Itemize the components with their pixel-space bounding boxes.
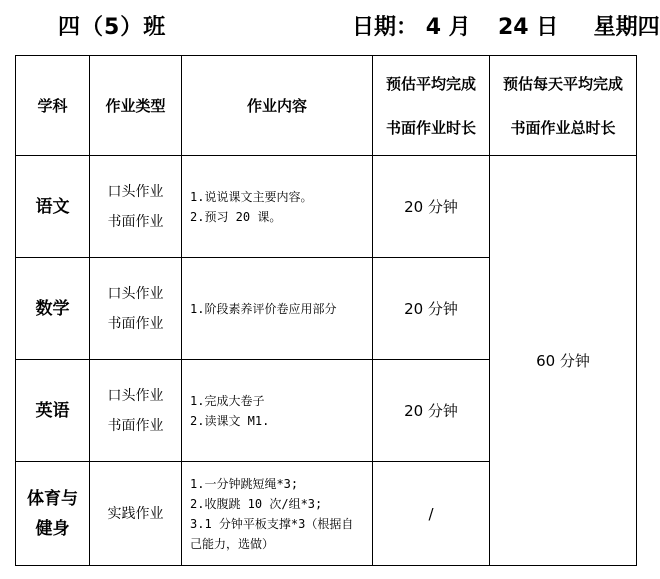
type-line: 口头作业 <box>107 183 164 200</box>
date-label: 日期： <box>352 15 419 40</box>
date-month: 4 月 <box>425 15 471 40</box>
header-type: 作业类型 <box>90 56 182 156</box>
subject-cell: 数学 <box>16 258 90 360</box>
class-title: 四（5）班 <box>58 15 167 40</box>
header-total-time-line2: 书面作业总时长 <box>510 118 616 137</box>
content-line: 2.预习 20 课。 <box>190 209 282 224</box>
table-row-chinese <box>16 156 637 258</box>
subject-cell: 语文 <box>16 156 90 258</box>
header <box>0 6 660 46</box>
table-header-row <box>16 56 637 156</box>
type-cell <box>90 258 182 360</box>
type-line: 口头作业 <box>107 387 164 404</box>
date-line <box>352 10 660 41</box>
date-day: 24 日 <box>498 15 559 40</box>
subject-cell <box>16 462 90 566</box>
header-subject: 学科 <box>16 56 90 156</box>
type-line: 书面作业 <box>107 213 164 230</box>
content-cell <box>182 360 373 462</box>
total-time-cell: 60 分钟 <box>490 156 637 566</box>
type-line: 书面作业 <box>107 315 164 332</box>
subject-cell: 英语 <box>16 360 90 462</box>
homework-table <box>15 55 637 566</box>
content-line: 己能力，选做） <box>190 536 275 551</box>
content-line: 1.说说课文主要内容。 <box>190 189 313 204</box>
time-cell: 20 分钟 <box>373 360 490 462</box>
type-cell: 实践作业 <box>90 462 182 566</box>
content-cell <box>182 156 373 258</box>
header-total-time <box>490 56 637 156</box>
content-cell <box>182 462 373 566</box>
header-total-time-line1: 预估每天平均完成 <box>502 74 623 93</box>
type-cell <box>90 360 182 462</box>
subject-line: 体育与 <box>27 488 78 509</box>
header-avg-time-line1: 预估平均完成 <box>385 74 476 93</box>
content-line: 3.1 分钟平板支撑*3（根据自 <box>190 516 354 531</box>
date-weekday: 星期四 <box>593 15 660 40</box>
time-cell: 20 分钟 <box>373 258 490 360</box>
header-avg-time <box>373 56 490 156</box>
content-cell <box>182 258 373 360</box>
content-line: 1.阶段素养评价卷应用部分 <box>190 301 337 316</box>
time-cell: 20 分钟 <box>373 156 490 258</box>
content-line: 1.完成大卷子 <box>190 393 265 408</box>
type-line: 书面作业 <box>107 417 164 434</box>
type-cell <box>90 156 182 258</box>
content-line: 1.一分钟跳短绳*3; <box>190 476 299 491</box>
header-content: 作业内容 <box>182 56 373 156</box>
header-avg-time-line2: 书面作业时长 <box>385 118 476 137</box>
time-cell: / <box>373 462 490 566</box>
subject-line: 健身 <box>35 518 70 539</box>
content-line: 2.收腹跳 10 次/组*3; <box>190 496 323 511</box>
content-line: 2.读课文 M1. <box>190 413 270 428</box>
type-line: 口头作业 <box>107 285 164 302</box>
